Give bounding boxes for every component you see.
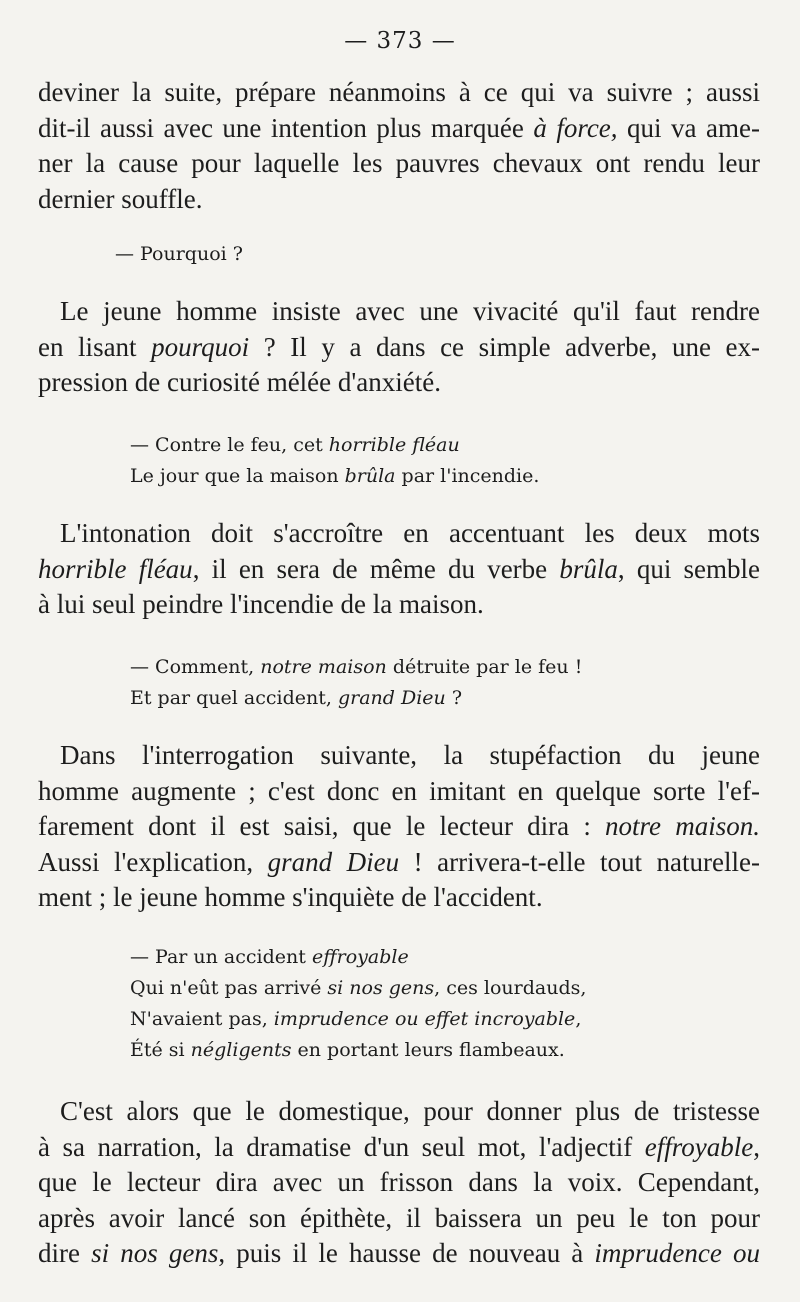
text-line: dernier souffle. (38, 183, 203, 214)
text-line: farement dont il est saisi, que le lecteur dira : notre maison. (38, 811, 760, 841)
text-line: L'intonation doit s'accroître en accentuant les deux mots (60, 518, 760, 548)
text-line: à lui seul peindre l'incendie de la maison. (38, 589, 484, 619)
text-line: Le jeune homme insiste avec une vivacité qu'il faut rendre (60, 296, 760, 326)
quote-contre-le-feu (130, 430, 750, 492)
paragraph-4 (38, 738, 760, 916)
text-line: — Contre le feu, cet horrible fléau (130, 434, 460, 456)
page-number: — 373 — (344, 28, 456, 54)
paragraph-2 (38, 294, 760, 401)
text-line: à sa narration, la dramatise d'un seul mot, l'adjectif effroyable, (38, 1131, 760, 1162)
text-line: Le jour que la maison brûla par l'incendie. (130, 465, 540, 487)
quote-par-un-accident (130, 942, 750, 1066)
text-line: N'avaient pas, imprudence ou effet incroyable, (130, 1008, 582, 1030)
quote-pourquoi (115, 239, 735, 270)
text-line: Et par quel accident, grand Dieu ? (130, 687, 463, 709)
text-line: ner la cause pour laquelle les pauvres chevaux ont rendu leur (38, 148, 760, 178)
quote-comment (130, 652, 750, 714)
paragraph-5 (38, 1094, 760, 1272)
text-line: pression de curiosité mélée d'anxiété. (38, 367, 441, 397)
text-line: après avoir lancé son épithète, il baissera un peu le ton pour (38, 1202, 760, 1233)
paragraph-1 (38, 75, 760, 217)
text-line: que le lecteur dira avec un frisson dans la voix. Cependant, (38, 1167, 760, 1197)
text-line: en lisant pourquoi ? Il y a dans ce simple adverbe, une ex- (38, 331, 760, 362)
text-line: horrible fléau, il en sera de même du verbe brûla, qui semble (38, 553, 760, 584)
text-line: Dans l'interrogation suivante, la stupéfaction du jeune (60, 740, 760, 770)
text-line: C'est alors que le domestique, pour donner plus de tristesse (60, 1096, 760, 1126)
text-line: — Pourquoi ? (115, 243, 243, 265)
text-line: dire si nos gens, puis il le hausse de nouveau à imprudence ou (38, 1238, 760, 1268)
text-line: ment ; le jeune homme s'inquiète de l'accident. (38, 882, 543, 912)
text-line: dit-il aussi avec une intention plus marquée à force, qui va ame- (38, 112, 760, 143)
text-line: — Comment, notre maison détruite par le feu ! (130, 656, 583, 678)
text-line: Été si négligents en portant leurs flambeaux. (130, 1039, 565, 1061)
text-line: Qui n'eût pas arrivé si nos gens, ces lourdauds, (130, 977, 587, 999)
text-line: homme augmente ; c'est donc en imitant en quelque sorte l'ef- (38, 775, 760, 806)
text-line: deviner la suite, prépare néanmoins à ce qui va suivre ; aussi (38, 77, 760, 107)
paragraph-3 (38, 516, 760, 623)
text-line: — Par un accident effroyable (130, 946, 409, 968)
text-line: Aussi l'explication, grand Dieu ! arrivera-t-elle tout naturelle- (38, 846, 760, 877)
